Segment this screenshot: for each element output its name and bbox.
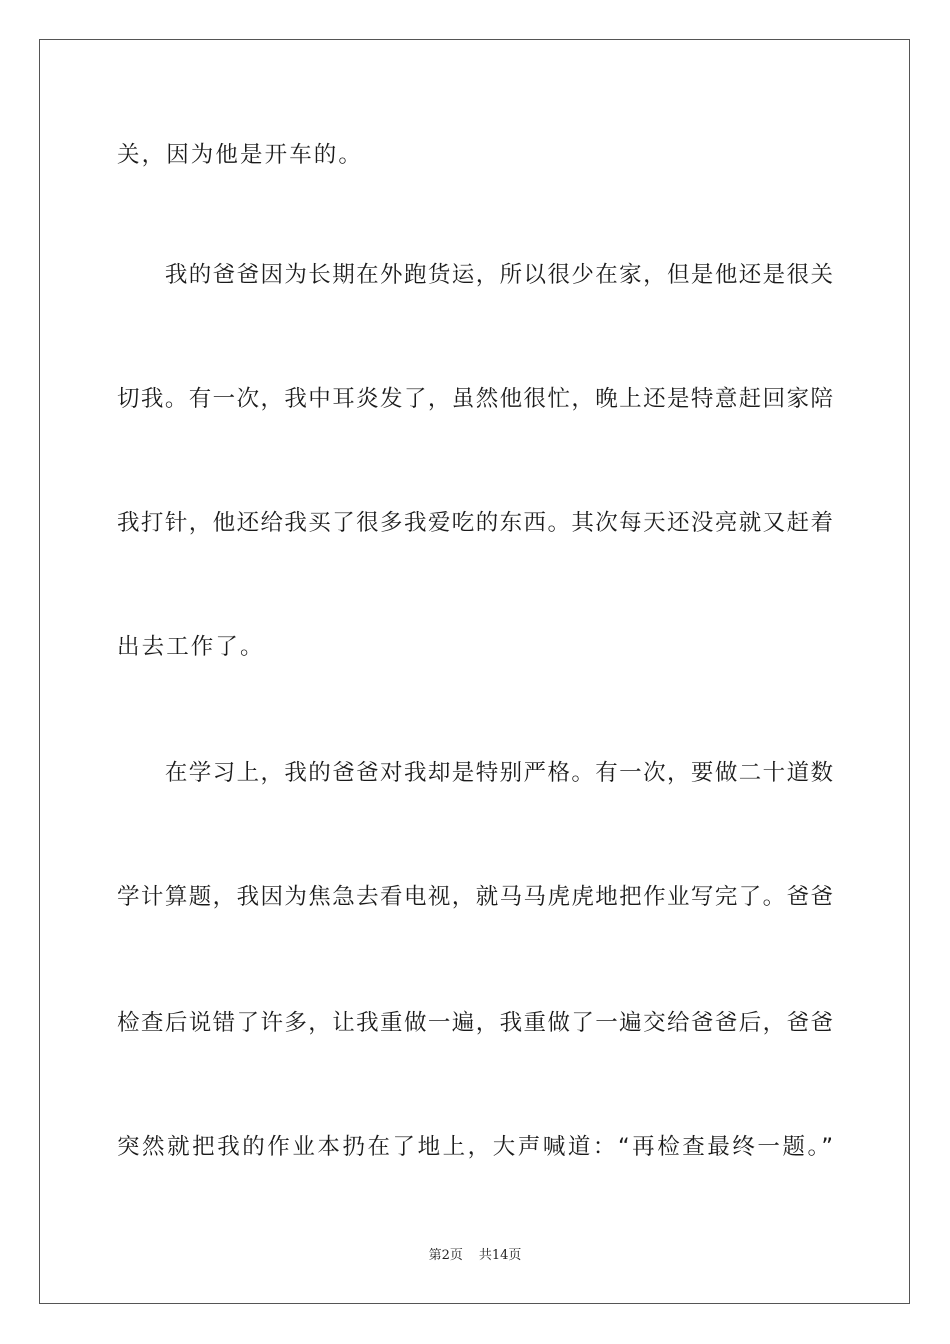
page-border [39, 39, 910, 1304]
text-line: 检查后说错了许多，让我重做一遍，我重做了一遍交给爸爸后，爸爸 [117, 1010, 833, 1036]
page-total: 共14页 [478, 1248, 522, 1263]
text-line: 学计算题，我因为焦急去看电视，就马马虎虎地把作业写完了。爸爸 [117, 884, 833, 910]
text-line: 切我。有一次，我中耳炎发了，虽然他很忙，晚上还是特意赶回家陪 [117, 386, 833, 412]
text-line: 在学习上，我的爸爸对我却是特别严格。有一次，要做二十道数 [117, 760, 833, 786]
text-line: 我打针，他还给我买了很多我爱吃的东西。其次每天还没亮就又赶着 [117, 510, 833, 536]
text-line: 出去工作了。 [117, 634, 265, 660]
page-footer [0, 1247, 950, 1265]
page-number: 第2页 [428, 1248, 463, 1263]
text-line: 关，因为他是开车的。 [117, 142, 364, 168]
text-line: 突然就把我的作业本扔在了地上，大声喊道：“再检查最终一题。” [117, 1134, 833, 1160]
text-line: 我的爸爸因为长期在外跑货运，所以很少在家，但是他还是很关 [117, 262, 833, 288]
